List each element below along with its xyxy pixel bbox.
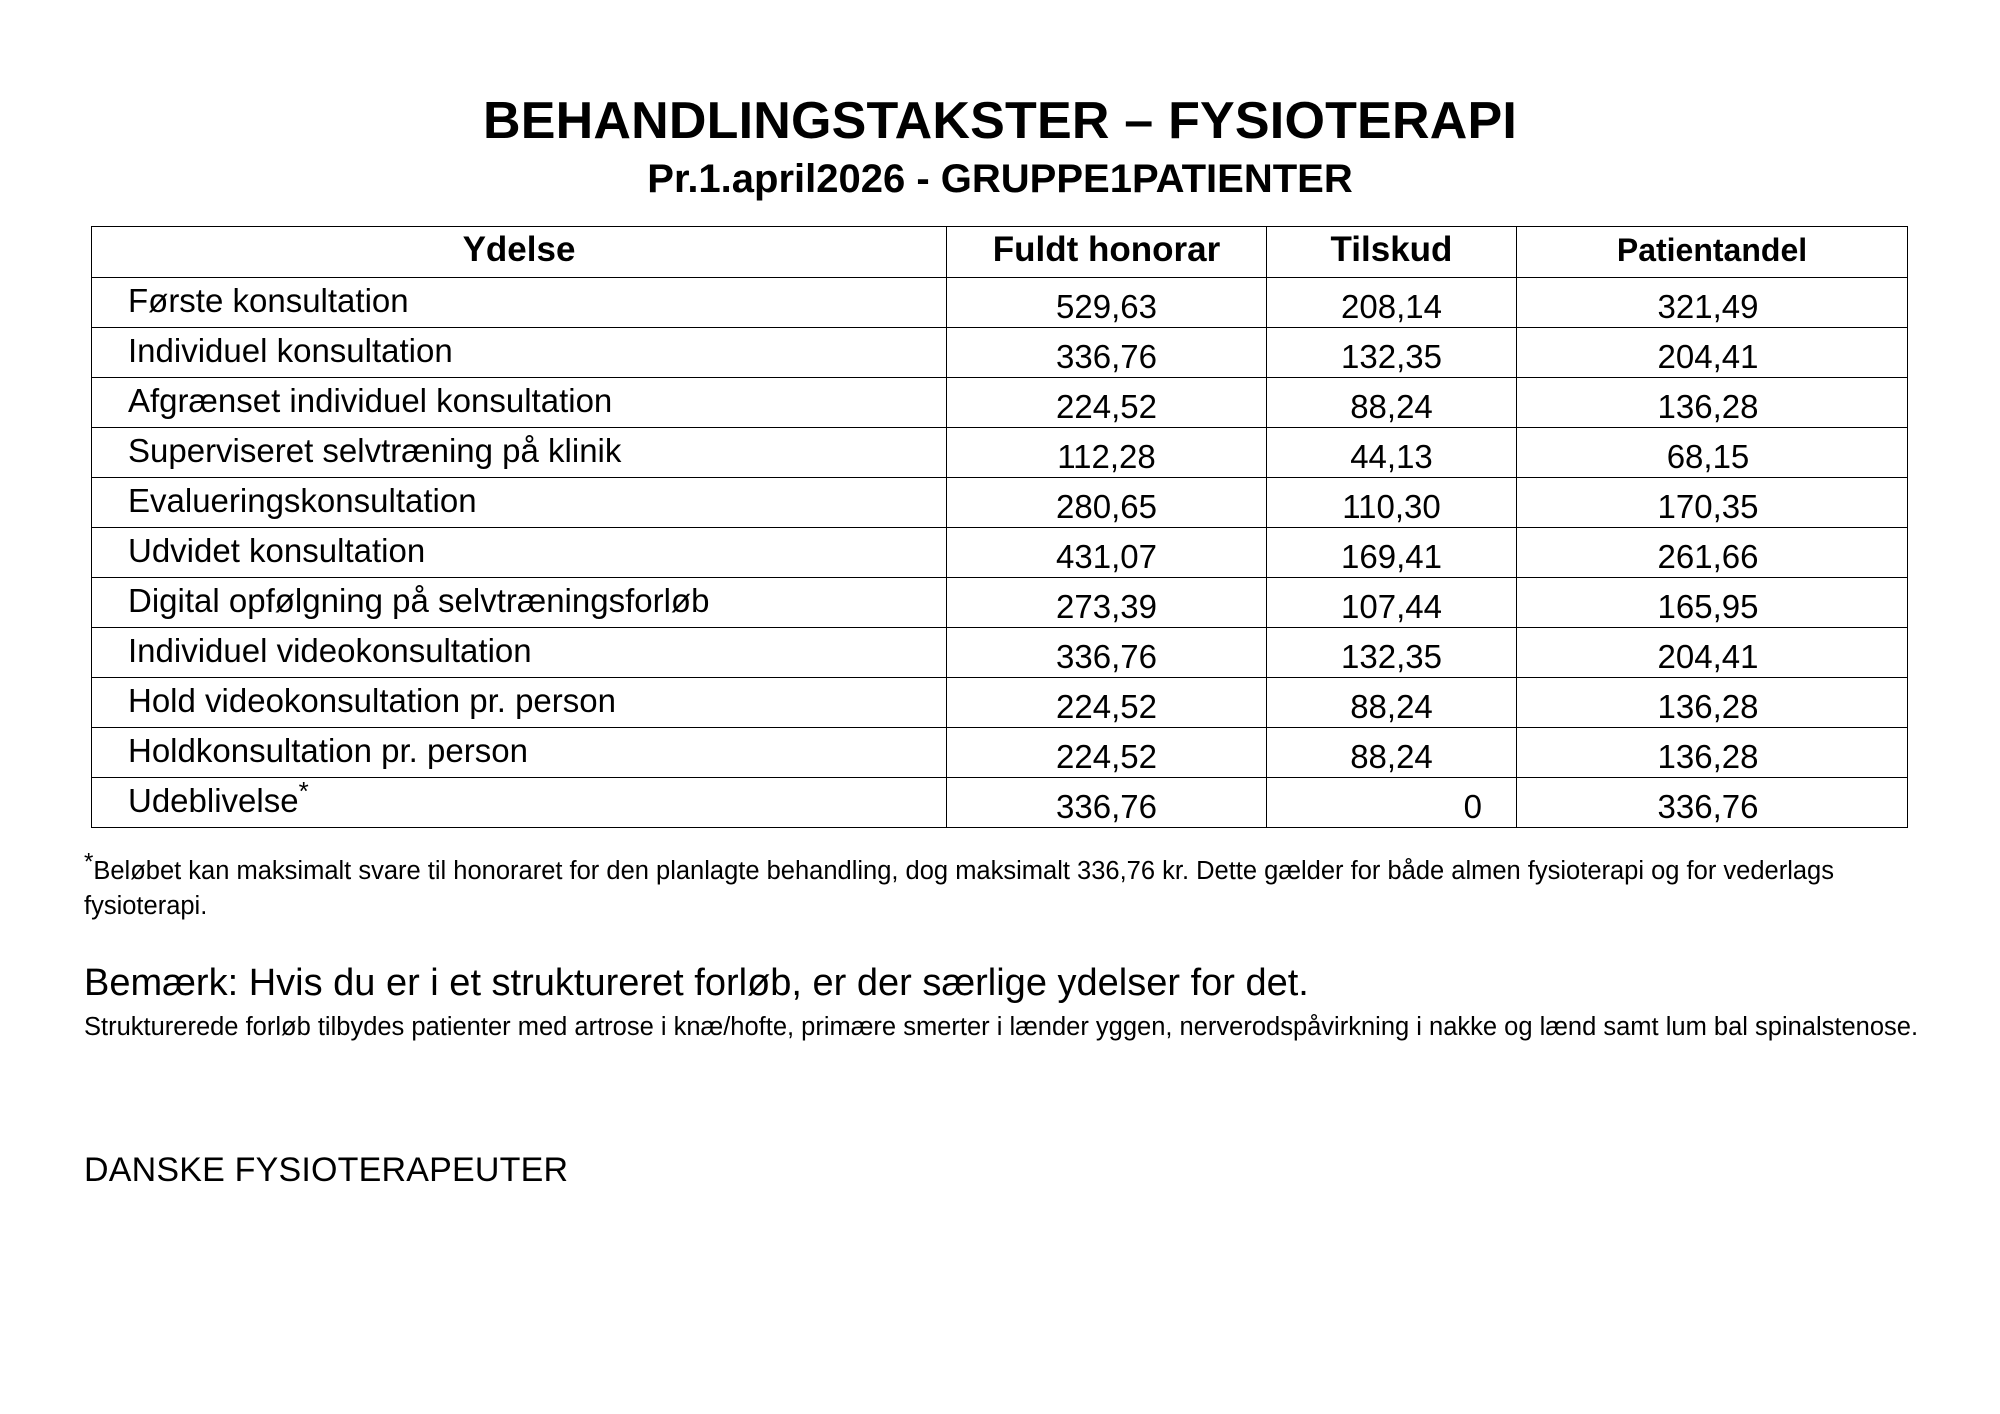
footnote — [84, 848, 1914, 924]
cell-patientandel: 136,28 — [1517, 678, 1908, 728]
cell-ydelse: Hold videokonsultation pr. person — [92, 678, 947, 728]
table-body — [92, 278, 1908, 828]
cell-patientandel: 136,28 — [1517, 728, 1908, 778]
cell-patientandel: 68,15 — [1517, 428, 1908, 478]
cell-fuldt-honorar: 336,76 — [947, 628, 1267, 678]
table-row — [92, 428, 1908, 478]
cell-fuldt-honorar: 336,76 — [947, 328, 1267, 378]
cell-tilskud: 0 — [1267, 778, 1517, 828]
table-row — [92, 528, 1908, 578]
remark-heading: Bemærk: Hvis du er i et struktureret forløb, er der særlige ydelser for det. — [84, 962, 1309, 1004]
cell-ydelse: Afgrænset individuel konsultation — [92, 378, 947, 428]
remark-block — [84, 960, 1924, 1045]
cell-patientandel: 204,41 — [1517, 628, 1908, 678]
cell-patientandel: 204,41 — [1517, 328, 1908, 378]
column-header-fuldt-honorar: Fuldt honorar — [947, 227, 1267, 278]
table-row — [92, 778, 1908, 828]
table-row — [92, 278, 1908, 328]
table-header-row — [92, 227, 1908, 278]
cell-tilskud: 88,24 — [1267, 678, 1517, 728]
cell-ydelse: Holdkonsultation pr. person — [92, 728, 947, 778]
cell-patientandel: 136,28 — [1517, 378, 1908, 428]
table-header — [92, 227, 1908, 278]
cell-fuldt-honorar: 336,76 — [947, 778, 1267, 828]
cell-patientandel: 170,35 — [1517, 478, 1908, 528]
subtitle-group: GRUPPE1PATIENTER — [940, 157, 1353, 201]
cell-ydelse: Udvidet konsultation — [92, 528, 947, 578]
cell-fuldt-honorar: 224,52 — [947, 678, 1267, 728]
title-block — [0, 92, 2000, 202]
cell-ydelse: Første konsultation — [92, 278, 947, 328]
subtitle-date: Pr.1.april2026 - — [647, 157, 941, 201]
page-subtitle — [0, 156, 2000, 202]
table-row — [92, 378, 1908, 428]
cell-patientandel: 261,66 — [1517, 528, 1908, 578]
tariff-table — [91, 226, 1908, 828]
cell-ydelse-label: Udeblivelse — [128, 782, 299, 819]
cell-patientandel: 165,95 — [1517, 578, 1908, 628]
cell-tilskud: 132,35 — [1267, 328, 1517, 378]
cell-fuldt-honorar: 224,52 — [947, 728, 1267, 778]
column-header-tilskud: Tilskud — [1267, 227, 1517, 278]
cell-patientandel: 336,76 — [1517, 778, 1908, 828]
cell-ydelse — [92, 778, 947, 828]
cell-ydelse: Evalueringskonsultation — [92, 478, 947, 528]
table-row — [92, 478, 1908, 528]
cell-fuldt-honorar: 431,07 — [947, 528, 1267, 578]
cell-fuldt-honorar: 280,65 — [947, 478, 1267, 528]
footnote-star-icon: * — [84, 848, 94, 876]
cell-tilskud: 88,24 — [1267, 378, 1517, 428]
cell-fuldt-honorar: 112,28 — [947, 428, 1267, 478]
cell-tilskud: 107,44 — [1267, 578, 1517, 628]
cell-patientandel: 321,49 — [1517, 278, 1908, 328]
table-row — [92, 678, 1908, 728]
table-row — [92, 628, 1908, 678]
cell-fuldt-honorar: 273,39 — [947, 578, 1267, 628]
table-row — [92, 328, 1908, 378]
cell-tilskud: 88,24 — [1267, 728, 1517, 778]
cell-fuldt-honorar: 529,63 — [947, 278, 1267, 328]
cell-tilskud: 44,13 — [1267, 428, 1517, 478]
organisation-name: DANSKE FYSIOTERAPEUTER — [84, 1151, 569, 1189]
cell-ydelse: Superviseret selvtræning på klinik — [92, 428, 947, 478]
cell-tilskud: 208,14 — [1267, 278, 1517, 328]
table-row — [92, 578, 1908, 628]
cell-fuldt-honorar: 224,52 — [947, 378, 1267, 428]
cell-ydelse: Digital opfølgning på selvtræningsforløb — [92, 578, 947, 628]
cell-ydelse: Individuel videokonsultation — [92, 628, 947, 678]
column-header-ydelse: Ydelse — [92, 227, 947, 278]
column-header-patientandel: Patientandel — [1517, 227, 1908, 278]
cell-tilskud: 169,41 — [1267, 528, 1517, 578]
footnote-marker-icon: * — [298, 776, 309, 806]
page-title: BEHANDLINGSTAKSTER – FYSIOTERAPI — [483, 92, 1517, 150]
cell-ydelse: Individuel konsultation — [92, 328, 947, 378]
remark-body: Strukturerede forløb tilbydes patienter med artrose i knæ/hofte, primære smerter i lænder yggen, nerverodspåvirkning i nakke og lænd samt lum bal spinalstenose. — [84, 1013, 1919, 1041]
table-row — [92, 728, 1908, 778]
footnote-text: Beløbet kan maksimalt svare til honoraret for den planlagte behandling, dog maksimalt 336,76 kr. Dette gælder for både almen fysioterapi og for vederlags fysioterapi. — [84, 857, 1834, 920]
cell-tilskud: 132,35 — [1267, 628, 1517, 678]
cell-tilskud: 110,30 — [1267, 478, 1517, 528]
